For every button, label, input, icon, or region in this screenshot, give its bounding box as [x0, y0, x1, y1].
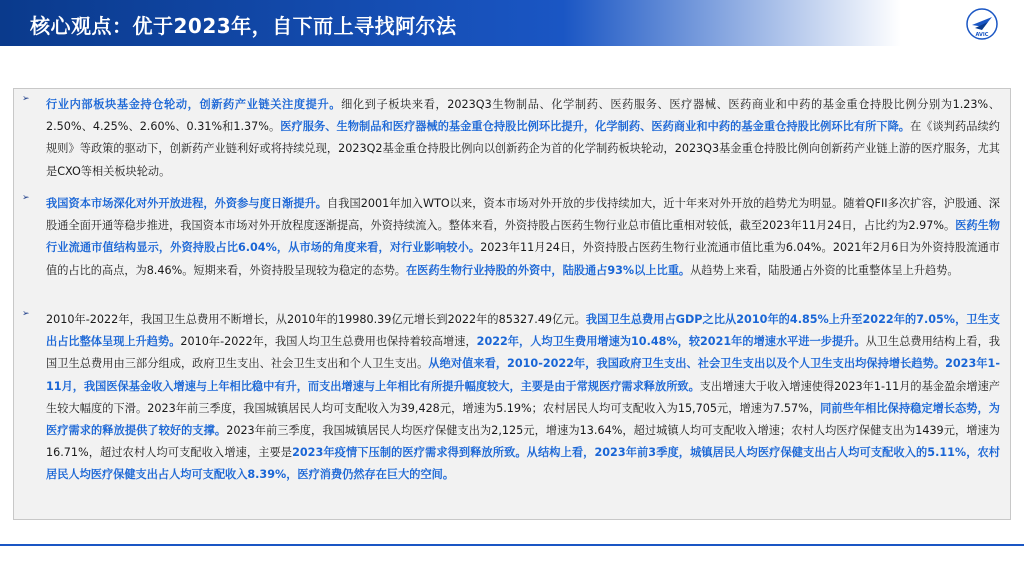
highlight-text: 我国卫生总费用占GDP之比从2010年的4.85%上升至2022年的7.05%，卫生支出占比整体呈现上升趋势。	[46, 313, 1000, 349]
body-text: 细化到子板块来看，2023Q3生物制品、化学制药、医药服务、医疗器械、医药商业和中药的基金重仓持股比例分别为1.23%、2.50%、4.25%、2.60%、0.31%和1.37%。	[46, 98, 1000, 134]
bullet-fund-rotation	[22, 94, 1000, 183]
body-text: 从趋势上来看，陆股通占外资的比重整体呈上升趋势。	[690, 263, 959, 277]
avic-logo-icon	[966, 8, 998, 40]
bullet-health-expenditure	[22, 309, 1000, 487]
body-text: 从卫生总费用结构上看，我国卫生总费用由三部分组成，政府卫生支出、社会卫生支出和个人卫生支出。	[46, 335, 1000, 371]
footer-divider	[0, 544, 1024, 546]
highlight-text: 医疗服务、生物制品和医疗器械的基金重仓持股比例环比提升，化学制药、医药商业和中药的基金重仓持股比例环比有所下降。	[280, 120, 911, 134]
bullet-arrow-icon: ➢	[22, 94, 30, 104]
body-text: 2023年11月24日，外资持股占医药生物行业流通市值比重为6.04%。2021年2月6日为外资持股流通市值的占比的高点，为8.46%。短期来看，外资持股呈现较为稳定的态势。	[46, 241, 1000, 277]
highlight-text: 2022年，人均卫生费用增速为10.48%，较2021年的增速水平进一步提升。	[476, 335, 866, 349]
highlight-text: 医药生物行业流通市值结构显示，外资持股占比6.04%，从市场的角度来看，对行业影响较小。	[46, 219, 1000, 255]
body-text: 自我国2001年加入WTO以来，资本市场对外开放的步伐持续加大，近十年来对外开放的趋势尤为明显。随着QFII多次扩容，沪股通、深股通全面开通等稳步推进，我国资本市场对外开放程度逐渐提高，外资持续流入。整体来看，外资持股占医药生物行业总市值比重相对较低，截至2023年11月24日，占比约为2.97%。	[46, 197, 1000, 233]
body-text: 2023年前三季度，我国城镇居民人均医疗保健支出为2,125元，增速为13.64%，超过城镇人均可支配收入增速；农村人均医疗保健支出为1439元，增速为16.71%，超过农村人均可支配收入增速，主要是	[46, 424, 1000, 460]
highlight-text: 同前些年相比保持稳定增长态势，为医疗需求的释放提供了较好的支撑。	[46, 401, 1000, 438]
title-bar	[0, 0, 1024, 46]
body-text: 在《谈判药品续约规则》等政策的驱动下，创新药产业链利好或将持续兑现，2023Q2基金重仓持股比例向以创新药企为首的化学制药板块轮动，2023Q3基金重仓持股比例向创新药产业链上游的医疗服务，尤其是CXO等相关板块轮动。	[46, 120, 1000, 178]
bullet-text	[46, 193, 1000, 282]
body-text: 支出增速大于收入增速使得2023年1-11月的基金盈余增速产生较大幅度的下滑。2023年前三季度，我国城镇居民人均可支配收入为39,428元，增速为5.19%；农村居民人均可支配收入为15,705元，增速为7.57%，	[46, 379, 1000, 415]
body-text: 2010年-2022年，我国卫生总费用不断增长，从2010年的19980.39亿元增长到2022年的85327.49亿元。	[46, 313, 586, 326]
bullet-arrow-icon: ➢	[22, 193, 30, 203]
highlight-text: 我国资本市场深化对外开放进程，外资参与度日渐提升。	[46, 197, 328, 210]
highlight-text: 从绝对值来看，2010-2022年，我国政府卫生支出、社会卫生支出以及个人卫生支出均保持增长趋势。2023年1-11月，我国医保基金收入增速与上年相比稳中有升，而支出增速与上年相比有所提升幅度较大，主要是由于常规医疗需求释放所致。	[46, 357, 1000, 393]
highlight-text: 行业内部板块基金持仓轮动，创新药产业链关注度提升。	[46, 98, 342, 111]
bullet-foreign-capital	[22, 193, 1000, 282]
bullet-text	[46, 309, 1000, 487]
bullet-arrow-icon: ➢	[22, 309, 30, 319]
bullet-text	[46, 94, 1000, 183]
logo-text: AVIC	[975, 32, 989, 38]
body-text: 2010年-2022年，我国人均卫生总费用也保持着较高增速，	[180, 335, 477, 349]
page-title: 核心观点：优于2023年，自下而上寻找阿尔法	[30, 14, 457, 38]
highlight-text: 在医药生物行业持股的外资中，陆股通占93%以上比重。	[405, 263, 691, 277]
highlight-text: 2023年疫情下压制的医疗需求得到释放所致。从结构上看，2023年前3季度，城镇居民人均医疗保健支出占人均可支配收入的5.11%，农村居民人均医疗保健支出占人均可支配收入8.39%，医疗消费仍然存在巨大的空间。	[46, 446, 1000, 482]
content-panel	[13, 88, 1011, 520]
